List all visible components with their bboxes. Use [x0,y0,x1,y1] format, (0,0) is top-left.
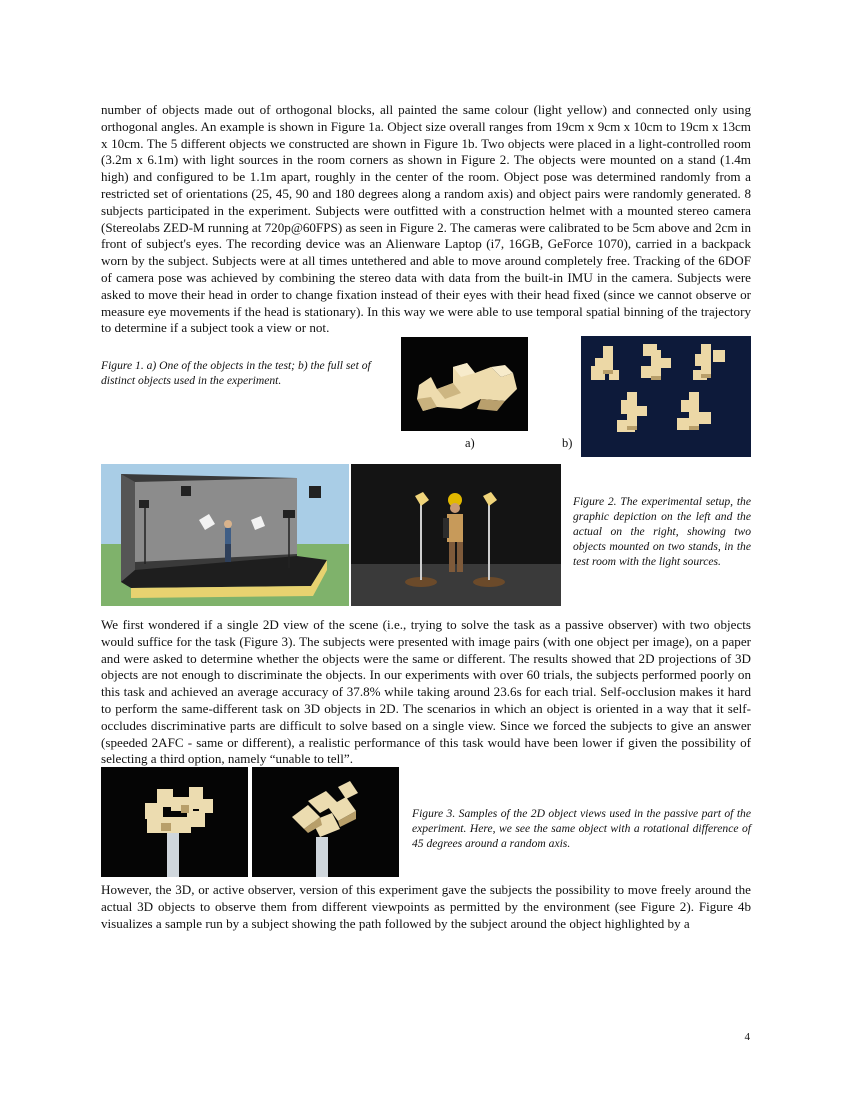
body-paragraph-1: number of objects made out of orthogonal blocks, all painted the same colour (light yellow) and connected only using orthogonal angles. An example is shown in Figure 1a. Object size overall ranges from 19cm x 9cm x 10cm to 19cm x 13cm x 10cm. The 5 different objects we constructed are shown in Figure 1b. Two objects were placed in a light-controlled room (3.2m x 6.1m) with light sources in the room corners as shown in Figure 2. The objects were mounted on a stand (1.4m high) and configured to be 1.1m apart, roughly in the center of the room. Object pose was determined randomly from a restricted set of orientations (25, 45, 90 and 180 degrees along a random axis) and object pairs were randomly generated. 8 subjects participated in the experiment. Subjects were outfitted with a construction helmet with a mounted stereo camera (Stereolabs ZED-M running at 720p@60FPS) as seen in Figure 2. The cameras were calibrated to be 5cm above and 2cm in front of subject's eyes. The recording device was an Alienware Laptop (i7, 16GB, GeForce 1070), carried in a backpack worn by the subject. Subjects were at all times untethered and able to move around completely free. Tracking of the 6DOF of camera pose was achieved by combining the stereo data with data from the built-in IMU in the camera. Subjects were asked to move their head in order to change fixation instead of their eyes with their head fixed (since we cannot observe or measure eye movements if the head is stationary). In this way we were able to use temporal spatial binning of the trajectory to determine if a subject took a view or not. [101,102,751,336]
single-object-drawing [401,337,528,431]
figure-1b-image [581,336,751,457]
page-number: 4 [744,1031,750,1043]
figure-3-view-1-image [101,767,248,877]
body-paragraph-2: We first wondered if a single 2D view of the scene (i.e., trying to solve the task as a passive observer) with two objects would suffice for the task (Figure 3). The subjects were presented with image pairs (with one object per image), on a paper and were asked to determine whether the objects were the same or different. The results showed that 2D projections of 3D objects are not enough to discriminate the objects. In our experiments with over 60 trials, the subjects performed poorly on this task and achieved an average accuracy of 37.8% while taking around 23.6s for each trial. Self-occlusion makes it hard to perform the same-different task on 3D objects in 2D. The scenarios in which an object is oriented in a way that it self-occludes discriminative parts are difficult to solve based on a single view. Since we forced the subjects to give an answer (speeded 2AFC - same or different), a realistic performance of this task would have been lower if given the possibility of selecting a third option, namely “unable to tell”. [101,617,751,767]
object-view-1-drawing [101,767,248,877]
figure-1-caption: Figure 1. a) One of the objects in the test; b) the full set of distinct objects used in the experiment. [101,359,371,387]
figure-3-caption: Figure 3. Samples of the 2D object views used in the passive part of the experiment. Here, we see the same object with a rotational difference of 45 degrees around a random axis. [412,807,751,850]
figure-1b-label: b) [562,436,573,450]
figure-1a-label: a) [465,436,475,450]
body-paragraph-3: However, the 3D, or active observer, version of this experiment gave the subjects the possibility to move freely around the actual 3D objects to observe them from different viewpoints as permitted by the environment (see Figure 2). Figure 4b visualizes a sample run by a subject showing the path followed by the subject around the object highlighted by a [101,882,751,931]
room-photo-drawing [351,464,561,606]
figure-3-view-2-image [252,767,399,877]
figure-2-graphic-image [101,464,349,606]
figure-2-caption: Figure 2. The experimental setup, the graphic depiction on the left and the actual on the right, showing two objects mounted on two stands, in the test room with the light sources. [573,495,751,568]
object-set-drawing [581,336,751,457]
figure-2-photo-image [351,464,561,606]
figure-1a-image [401,337,528,431]
object-view-2-drawing [252,767,399,877]
room-rendering [101,464,349,606]
